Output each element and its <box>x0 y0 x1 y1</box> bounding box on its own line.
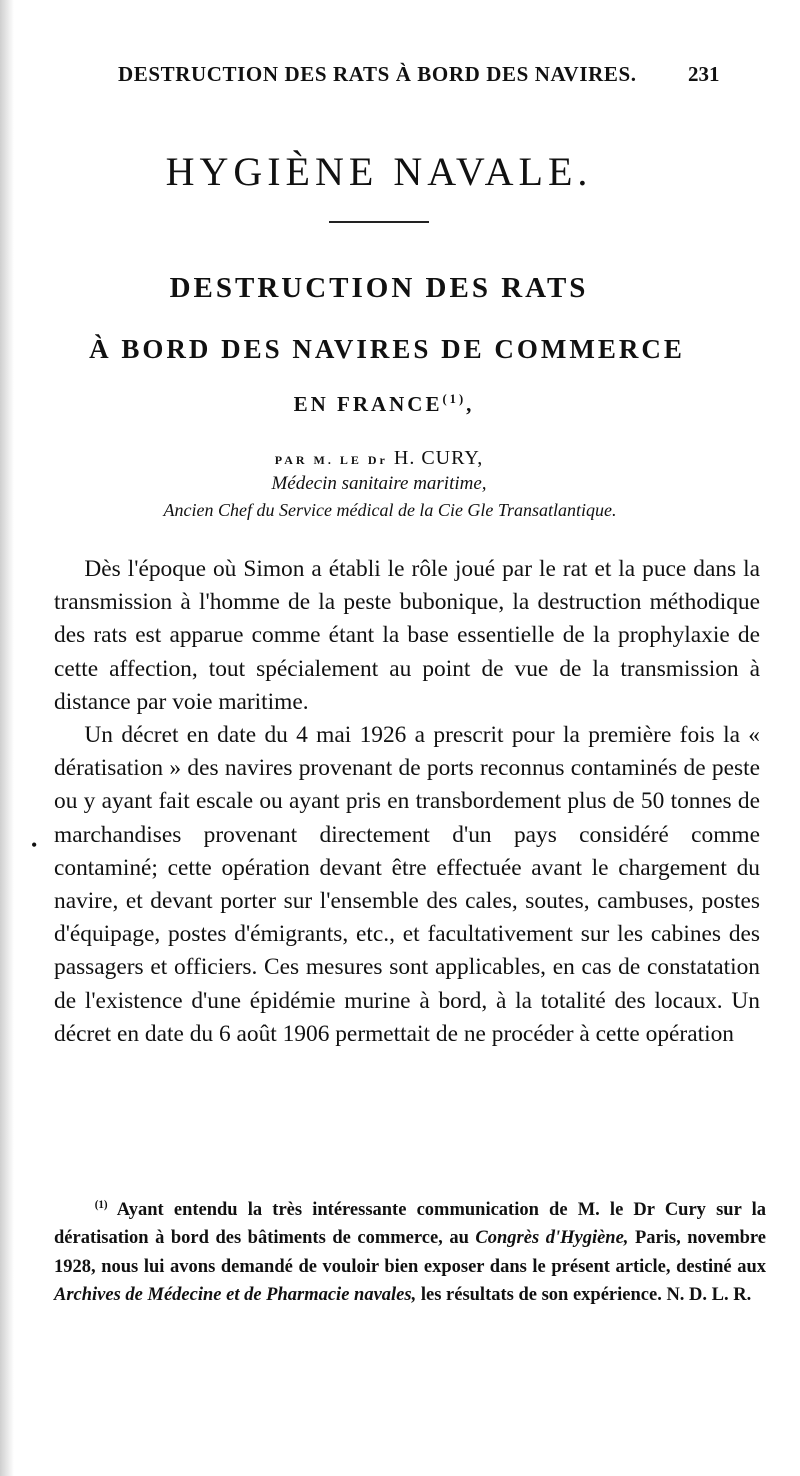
footnote-reference[interactable]: (1) <box>442 392 467 406</box>
article-title-line1: DESTRUCTION DES RATS <box>169 272 589 304</box>
running-title: DESTRUCTION DES RATS À BORD DES NAVIRES. <box>118 62 637 86</box>
footnote <box>54 1196 766 1310</box>
byline <box>0 447 758 470</box>
author-affiliation-1: Médecin sanitaire maritime, <box>271 473 487 494</box>
running-header <box>0 62 800 96</box>
author-name: H. CURY, <box>393 447 484 469</box>
footnote-text-a: Ayant entendu la très intéressante communication de M. le Dr Cury sur la dératisation à bord des bâtiments de commerce, au <box>54 1200 766 1249</box>
section-title: HYGIÈNE NAVALE. <box>165 149 593 194</box>
body-paragraph-2: Un décret en date du 4 mai 1926 a prescrit pour la première fois la « dératisation » des navires provenant de ports reconnus contaminés de peste ou y ayant fait escale ou ayant pris en transbordement plus de 50 tonnes de marchandises provenant directement d'un pays considéré comme contaminé; cette opération devant être effectuée avant le chargement du navire, et devant porter sur l'ensemble des cales, soutes, cambuses, postes d'équipage, postes d'émigrants, etc., et facultativement sur les cabines des passagers et officiers. Ces mesures sont applicables, en cas de constatation de l'existence d'une épidémie murine à bord, à la totalité des locaux. Un décret en date du 6 août 1906 permettait de ne procéder à cette opération <box>54 722 760 1047</box>
article-title-line2: À BORD DES NAVIRES DE COMMERCE <box>89 334 685 364</box>
page-number: 231 <box>688 62 720 86</box>
margin-mark: • <box>31 835 38 855</box>
footnote-citation-congress: Congrès d'Hygiène, <box>475 1228 629 1249</box>
footnote-paragraph <box>54 1196 766 1310</box>
footnote-text-c: les résultats de son expérience. N. D. L. R. <box>420 1285 752 1306</box>
footnote-marker: (1) <box>94 1198 108 1211</box>
author-affiliation-2: Ancien Chef du Service médical de la Cie Gle Transatlantique. <box>163 500 617 520</box>
footnote-citation-journal: Archives de Médecine et de Pharmacie navales, <box>54 1285 417 1306</box>
title-divider <box>329 221 429 223</box>
byline-prefix: PAR M. LE Dr <box>274 453 388 467</box>
article-title-line3 <box>5 392 763 417</box>
body-paragraph-1: Dès l'époque où Simon a établi le rôle joué par le rat et la puce dans la transmission à l'homme de la peste bubonique, la destruction méthodique des rats est apparue comme étant la base essentielle de la prophylaxie de cette affection, tout spécialement au point de vue de la transmission à distance par voie maritime. <box>54 556 760 715</box>
article-title-line3-end: , <box>466 392 475 416</box>
footnote-text-b: Paris, novembre 1928, nous lui avons demandé de vouloir bien exposer dans le présent article, destiné aux <box>54 1228 767 1277</box>
article-body <box>54 553 760 1051</box>
article-title-line3-text: EN FRANCE <box>293 392 443 416</box>
scan-edge-shadow <box>0 0 14 1476</box>
